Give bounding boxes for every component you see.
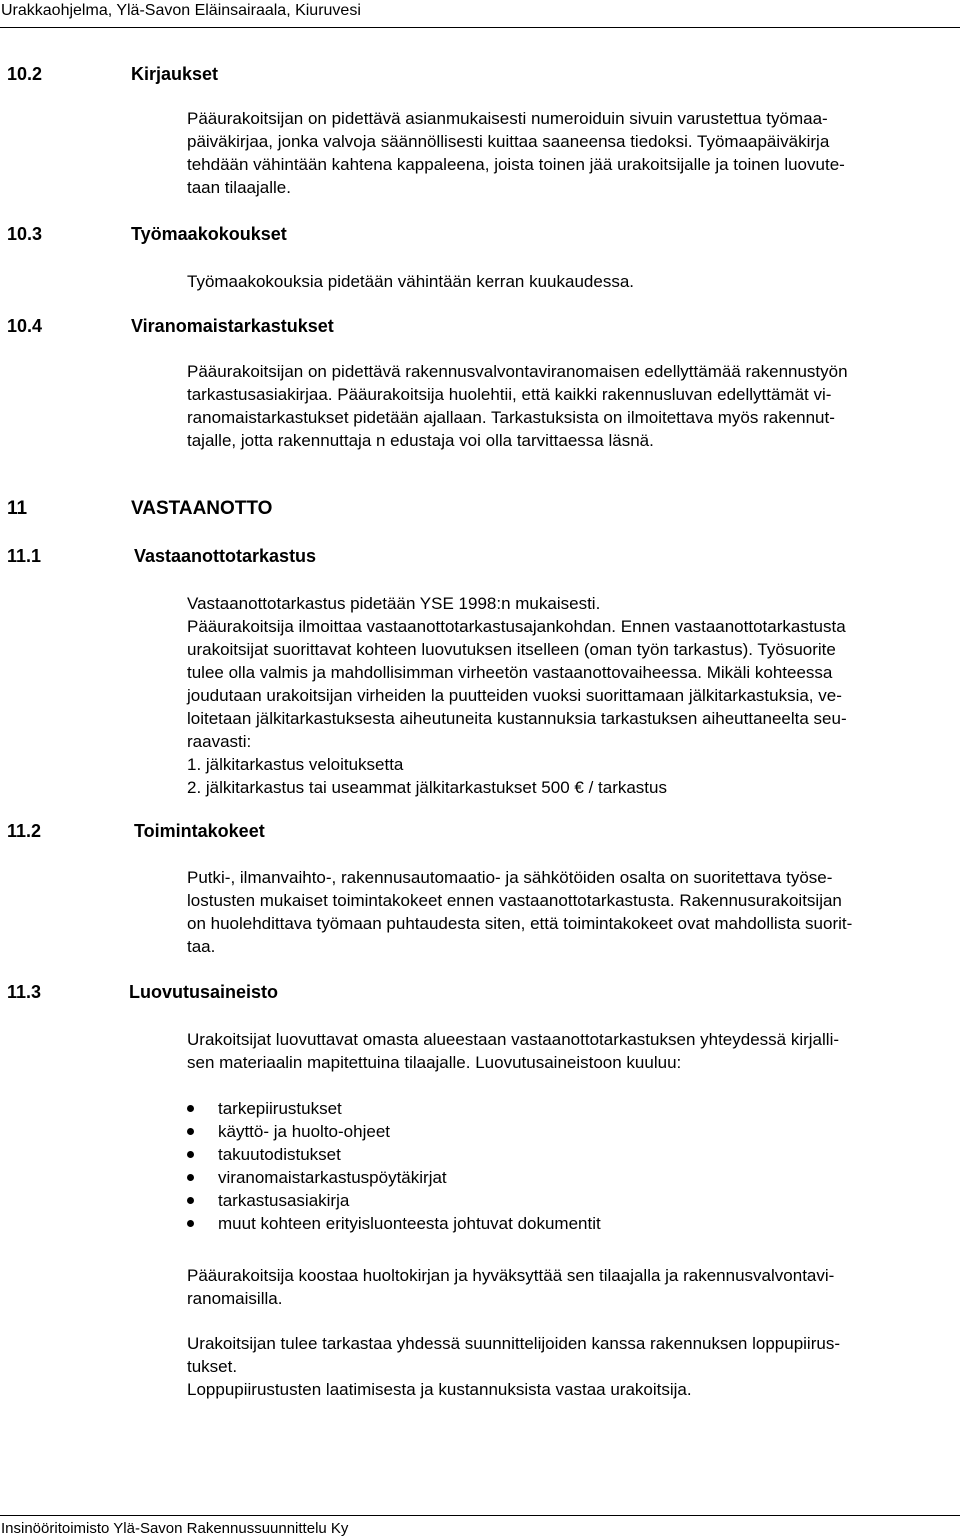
- text-line: Pääurakoitsija koostaa huoltokirjan ja hyväksyttää sen tilaajalla ja rakennusvalvontavi-: [187, 1266, 835, 1285]
- list-item: viranomaistarkastuspöytäkirjat: [187, 1166, 957, 1189]
- text-line: Loppupiirustusten laatimisesta ja kustannuksista vastaa urakoitsija.: [187, 1380, 692, 1399]
- text-line: Pääurakoitsija ilmoittaa vastaanottotarkastusajankohdan. Ennen vastaanottotarkastusta: [187, 617, 846, 636]
- section-title-tyomaakokoukset: Työmaakokoukset: [131, 224, 287, 244]
- inspection-fee-list: [187, 753, 957, 799]
- text-line: lostusten mukaiset toimintakokeet ennen vastaanottotarkastusta. Rakennusurakoitsijan: [187, 891, 842, 910]
- list-item: tarkepiirustukset: [187, 1097, 957, 1120]
- text-line: raavasti:: [187, 732, 252, 751]
- page-footer: [1, 1521, 348, 1537]
- header-text: Urakkaohjelma, Ylä-Savon Eläinsairaala, Kiuruvesi: [1, 2, 361, 19]
- footer-text: Insinööritoimisto Ylä-Savon Rakennussuunnittelu Ky: [1, 1520, 349, 1537]
- section-11-1-body: [187, 592, 957, 799]
- text-line: Putki-, ilmanvaihto-, rakennusautomaatio- ja sähkötöiden osalta on suoritettava työse-: [187, 868, 833, 887]
- section-number-11-1: 11.1: [7, 546, 42, 566]
- text-line: tukset.: [187, 1357, 238, 1376]
- text-line: tehdään vähintään kahtena kappaleena, joista toinen jää urakoitsijalle ja toinen luovute-: [187, 155, 845, 174]
- text-line: päiväkirjaa, jonka valvoja säännöllisesti kuittaa saaneensa tiedoksi. Työmaapäiväkirja: [187, 132, 830, 151]
- section-title-kirjaukset: Kirjaukset: [131, 64, 219, 84]
- text-line: urakoitsijat suorittavat kohteen luovutuksen itselleen (oman työn tarkastus). Työsuorite: [187, 640, 836, 659]
- text-line: on huolehdittava työmaan puhtaudesta siten, että toimintakokeet ovat mahdollista suorit-: [187, 914, 853, 933]
- section-title-viranomaistarkastukset: Viranomaistarkastukset: [131, 316, 334, 336]
- section-10-4-body: [187, 360, 957, 452]
- text-line: loitetaan jälkitarkastuksesta aiheutuneita kustannuksia tarkastuksen aiheuttaneelta seu-: [187, 709, 847, 728]
- text-line: taan tilaajalle.: [187, 178, 291, 197]
- text-line: Työmaakokouksia pidetään vähintään kerran kuukaudessa.: [187, 272, 635, 291]
- chapter-number-11: 11: [7, 498, 28, 519]
- text-line: Urakoitsijat luovuttavat omasta alueestaan vastaanottotarkastuksen yhteydessä kirjalli-: [187, 1030, 840, 1049]
- section-title-toimintakokeet: Toimintakokeet: [134, 821, 265, 841]
- section-number-10-4: 10.4: [7, 316, 43, 336]
- section-number-11-3: 11.3: [7, 982, 42, 1002]
- section-11-3-intro: [187, 1028, 957, 1074]
- text-line: tajalle, jotta rakennuttaja n edustaja voi olla tarvittaessa läsnä.: [187, 431, 654, 450]
- list-item: tarkastusasiakirja: [187, 1189, 957, 1212]
- section-11-2-body: [187, 866, 957, 958]
- section-10-3-body: [187, 270, 957, 293]
- list-item: muut kohteen erityisluonteesta johtuvat dokumentit: [187, 1212, 957, 1235]
- text-line: Urakoitsijan tulee tarkastaa yhdessä suunnittelijoiden kanssa rakennuksen loppupiirus-: [187, 1334, 840, 1353]
- text-line: tarkastusasiakirjaa. Pääurakoitsija huolehtii, että kaikki rakennusluvan edellyttämät vi-: [187, 385, 832, 404]
- text-line: joudutaan urakoitsijan virheiden la puutteiden vuoksi suorittamaan jälkitarkastuksia, ve-: [187, 686, 842, 705]
- text-line: sen materiaalin mapitettuina tilaajalle. Luovutusaineistoon kuuluu:: [187, 1053, 682, 1072]
- section-11-3-para3: [187, 1332, 957, 1401]
- list-item: 2. jälkitarkastus tai useammat jälkitarkastukset 500 € / tarkastus: [187, 778, 667, 797]
- section-11-3-para2: [187, 1264, 957, 1310]
- list-item: käyttö- ja huolto-ohjeet: [187, 1120, 957, 1143]
- text-line: taa.: [187, 937, 216, 956]
- section-number-10-3: 10.3: [7, 224, 43, 244]
- list-item: takuutodistukset: [187, 1143, 957, 1166]
- text-line: Vastaanottotarkastus pidetään YSE 1998:n mukaisesti.: [187, 594, 601, 613]
- handover-materials-list: [187, 1097, 957, 1235]
- header-divider: [0, 27, 960, 28]
- text-line: Pääurakoitsijan on pidettävä asianmukaisesti numeroiduin sivuin varustettua työmaa-: [187, 109, 828, 128]
- text-line: Pääurakoitsijan on pidettävä rakennusvalvontaviranomaisen edellyttämää rakennustyön: [187, 362, 848, 381]
- section-number-10-2: 10.2: [7, 64, 43, 84]
- section-title-vastaanottotarkastus: Vastaanottotarkastus: [134, 546, 317, 566]
- text-line: ranomaisilla.: [187, 1289, 283, 1308]
- section-title-luovutusaineisto: Luovutusaineisto: [129, 982, 279, 1002]
- section-10-2-body: [187, 107, 957, 199]
- text-line: tulee olla valmis ja mahdollisimman virheetön vastaanottovaiheessa. Mikäli kohteessa: [187, 663, 833, 682]
- chapter-title-vastaanotto: VASTAANOTTO: [131, 498, 273, 519]
- section-number-11-2: 11.2: [7, 821, 42, 841]
- footer-divider: [0, 1515, 960, 1516]
- list-item: 1. jälkitarkastus veloituksetta: [187, 755, 404, 774]
- text-line: ranomaistarkastukset pidetään ajallaan. Tarkastuksista on ilmoitettava myös rakennut-: [187, 408, 835, 427]
